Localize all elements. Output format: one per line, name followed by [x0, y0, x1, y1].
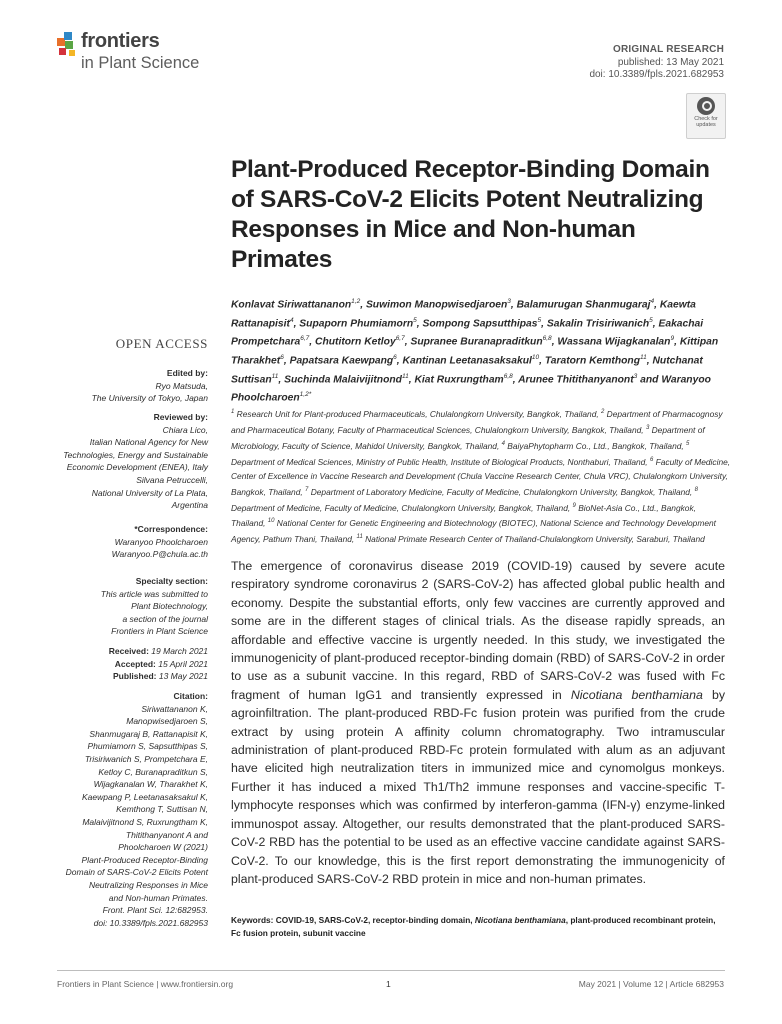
published-row	[40, 670, 208, 683]
accepted-label: Accepted:	[114, 658, 156, 669]
author-name[interactable]: Nutchanat Suttisan	[231, 355, 703, 385]
footer-volume: May 2021 | Volume 12 | Article 682953	[578, 979, 724, 989]
author-separator: ,	[309, 336, 316, 348]
specialty-heading: Specialty section:	[135, 576, 208, 586]
author-separator: ,	[404, 336, 411, 348]
specialty-lines	[40, 588, 208, 638]
affiliation-number: 5	[686, 440, 690, 447]
reviewed-by-line: Silvana Petruccelli,	[136, 474, 208, 485]
citation-line: Trisiriwanich S, Prompetchara E,	[84, 753, 208, 764]
affiliation-number: 8	[694, 486, 698, 493]
author-name[interactable]: Wassana Wijagkanalan	[557, 336, 671, 348]
affiliation-number: 10	[267, 518, 275, 525]
article-doi[interactable]: doi: 10.3389/fpls.2021.682953	[589, 69, 724, 80]
citation-line: Kemthong T, Suttisan N,	[116, 804, 208, 815]
author-affiliation-ref: 6,8	[542, 335, 552, 343]
specialty-line: This article was submitted to	[100, 588, 208, 599]
published-label: Published:	[113, 671, 157, 682]
citation-line: doi: 10.3389/fpls.2021.682953	[93, 917, 208, 928]
brand-name: frontiers	[81, 30, 160, 52]
author-separator: ,	[408, 373, 415, 385]
received-row	[40, 645, 208, 658]
author-separator: ,	[293, 318, 300, 330]
article-type: ORIGINAL RESEARCH	[612, 44, 724, 55]
author-affiliation-ref: 4	[650, 298, 655, 305]
affiliation-text: BaiyaPhytopharm Co., Ltd., Bangkok, Thailand,	[504, 440, 687, 451]
affiliation-number: 3	[645, 424, 650, 431]
abstract-species: Nicotiana benthamiana	[570, 687, 703, 702]
citation-line: Plant-Produced Receptor-Binding	[81, 854, 208, 865]
author-separator: ,	[652, 318, 659, 330]
author-affiliation-ref: 5	[537, 316, 542, 324]
author-separator: ,	[283, 355, 290, 367]
author-affiliation-ref: 9	[670, 335, 675, 343]
author-affiliation-ref: 6,7	[395, 335, 405, 343]
author-separator: ,	[510, 299, 517, 311]
author-affiliation-ref: 4	[289, 316, 294, 324]
citation-line: Kaewpang P, Leetanasaksakul K,	[81, 791, 208, 802]
article-title: Plant-Produced Receptor-Binding Domain of SARS-CoV-2 Elicits Potent Neutralizing Responses in Mice and Non-human Primates	[231, 156, 710, 273]
author-separator: ,	[674, 336, 680, 348]
abstract-part-2: by agroinfiltration. The plant-produced RBD-Fc fusion protein was purified from the crude extract by using protein A affinity column chromatography. Two intramuscular administration of plant-produced RBD-Fc protein formulated with alum as an adjuvant have elicited high neutralization titers in immunized mice and cynomolgus monkeys. Further it has induced a mixed Th1/Th2 immune responses and vaccine-specific T-lymphocyte responses which was confirmed by interferon-gamma (IFN-γ) enzyme-linked immunospot assay. Altogether, our results demonstrated that the plant-produced SARS-CoV-2 RBD has the potential to be used as an effective vaccine candidate against SARS-CoV-2. To our knowledge, this is the first report demonstrating the immunogenicity of plant-produced SARS-CoV-2 RBD protein in mice and non-human primates.	[231, 687, 726, 886]
keywords	[231, 914, 725, 939]
author-affiliation-ref: 6,8	[503, 372, 513, 380]
edited-by-heading: Edited by:	[166, 368, 208, 378]
author-separator: ,	[541, 318, 547, 330]
author-affiliation-ref: 11	[640, 353, 647, 361]
specialty-section	[40, 575, 208, 638]
received-label: Received:	[108, 646, 149, 656]
check-for-updates-badge[interactable]	[686, 93, 726, 139]
author-name[interactable]: Kantinan Leetanasaksakul	[402, 355, 532, 367]
citation-line: Malaivijitnond S, Ruxrungtham K,	[82, 816, 208, 827]
frontiers-logo-icon	[57, 32, 79, 58]
author-affiliation-ref: 1,2*	[299, 391, 312, 399]
author-name[interactable]: Suchinda Malaivijitnond	[284, 373, 402, 385]
check-label-2: updates	[696, 122, 716, 128]
author-affiliation-ref: 10	[531, 353, 540, 361]
affiliation-number: 11	[356, 534, 363, 541]
open-access-label: OPEN ACCESS	[115, 336, 208, 351]
accepted-date: 15 April 2021	[158, 658, 208, 669]
edited-by-section	[40, 367, 208, 405]
affiliation-text: Department of Medicine, Faculty of Medicine, Chulalongkorn University, Bangkok, Thailand,	[231, 502, 573, 513]
abstract	[231, 557, 725, 888]
citation-section	[40, 690, 208, 929]
specialty-line: Plant Biotechnology,	[131, 601, 208, 612]
reviewed-by-line: National University of La Plata,	[91, 487, 208, 498]
author-list	[231, 294, 731, 406]
journal-logo[interactable]	[57, 30, 227, 80]
published-date: published: 13 May 2021	[617, 56, 724, 68]
author-affiliation-ref: 6	[393, 353, 397, 361]
author-name[interactable]: Konlavat Siriwattananon	[231, 299, 352, 311]
reviewed-by-line: Italian National Agency for New	[89, 437, 208, 448]
correspondence-line[interactable]: Waranyoo.P@chula.ac.th	[111, 549, 208, 560]
citation-lines	[40, 703, 208, 930]
author-name[interactable]: Supranee Buranapraditkun	[410, 336, 543, 348]
author-name[interactable]: Balamurugan Shanmugaraj	[516, 299, 651, 311]
author-name[interactable]: Kittipan Tharakhet	[231, 336, 719, 367]
article-meta	[589, 44, 724, 82]
author-separator: ,	[360, 299, 366, 311]
author-name[interactable]: Sompong Sapsutthipas	[422, 318, 538, 330]
keywords-part-2: , plant-produced recombinant protein, Fc fusion protein, subunit vaccine	[231, 915, 716, 938]
author-name[interactable]: Chutitorn Ketloy	[315, 336, 396, 348]
author-separator: ,	[654, 299, 660, 311]
author-affiliation-ref: 11	[271, 372, 279, 380]
reviewer-lines	[40, 424, 208, 512]
abstract-part-1: The emergence of coronavirus disease 2019 (COVID-19) caused by severe acute respiratory syndrome coronavirus 2 (SARS-CoV-2) has affected global public health and economy. Despite the substantial efforts, only few vaccines are currently approved and some are in the different stages of clinical trials. As the disease rapidly spreads, an affordable and effective vaccine is urgently needed. In this study, we investigated the immunogenicity of plant-produced receptor-binding domain (RBD) of SARS-CoV-2 in order to use as a subunit vaccine. In this regard, RBD of SARS-CoV-2 was fused with Fc fragment of human IgG1 and transiently expressed in	[231, 559, 725, 702]
check-label-1: Check for	[694, 116, 718, 122]
author-separator: ,	[512, 373, 519, 385]
edited-by-line: Ryo Matsuda,	[155, 380, 208, 391]
author-name[interactable]: Supaporn Phumiamorn	[299, 318, 414, 330]
affiliation-text: Department of Medical Sciences, Ministry of Public Health, Institute of Biological Products, Nonthaburi, Thailand,	[231, 456, 650, 467]
footer-journal-link[interactable]: Frontiers in Plant Science | www.frontiersin.org	[57, 979, 234, 989]
keywords-part-1: COVID-19, SARS-CoV-2, receptor-binding domain,	[275, 915, 475, 925]
author-affiliation-ref: 5	[413, 316, 417, 324]
citation-line: Thitithanyanont A and	[125, 829, 208, 840]
accepted-row	[40, 658, 208, 671]
dates-section	[40, 645, 208, 683]
affiliation-number: 6	[649, 456, 654, 463]
affiliation-text: Department of Pharmacognosy and Pharmaceutical Botany, Faculty of Pharmaceutical Sciences, Chulalongkorn University, Bangkok, Thailand,	[231, 408, 723, 435]
affiliation-number: 1	[231, 409, 235, 415]
author-separator: ,	[551, 336, 558, 348]
affiliation-text: National Center for Genetic Engineering and Biotechnology (BIOTEC), National Science and Technology Development Agency, Pathum Thani, Thailand,	[231, 518, 716, 545]
author-name[interactable]: Taratorn Kemthong	[544, 355, 640, 367]
author-separator: ,	[646, 355, 653, 367]
affiliation-text: Research Unit for Plant-produced Pharmaceuticals, Chulalongkorn University, Bangkok, Thailand,	[234, 408, 602, 419]
author-affiliation-ref: 1,2	[351, 298, 361, 305]
citation-line: Wijagkanalan W, Tharakhet K,	[93, 779, 208, 790]
citation-line: Phoolcharoen W (2021)	[118, 842, 208, 853]
author-name[interactable]: Sakalin Trisiriwanich	[546, 318, 650, 330]
author-separator: ,	[416, 318, 423, 330]
check-updates-icon	[697, 97, 715, 115]
edited-by-line: The University of Tokyo, Japan	[91, 393, 208, 404]
author-separator: ,	[396, 355, 403, 367]
correspondence-line: Waranyoo Phoolcharoen	[114, 536, 208, 547]
editor-lines	[40, 380, 208, 405]
reviewed-by-line: Technologies, Energy and Sustainable	[63, 449, 208, 460]
citation-line: and Non-human Primates.	[108, 892, 208, 903]
author-separator: and	[637, 373, 662, 385]
citation-line: Ketloy C, Buranapraditkun S,	[98, 766, 208, 777]
affiliation-text: National Primate Research Center of Thailand-Chulalongkorn University, Saraburi, Thailand	[362, 534, 705, 545]
citation-line: Siriwattananon K,	[141, 703, 208, 714]
reviewed-by-section	[40, 411, 208, 512]
affiliation-list	[231, 405, 731, 546]
citation-line: Shanmugaraj B, Rattanapisit K,	[89, 728, 208, 739]
author-separator: ,	[539, 355, 545, 367]
author-affiliation-ref: 11	[401, 372, 409, 380]
author-affiliation-ref: 5	[649, 316, 653, 324]
affiliation-text: Department of Microbiology, Faculty of Science, Mahidol University, Bangkok, Thailand,	[231, 424, 705, 451]
affiliation-text: Faculty of Medicine, Center of Excellence in Vaccine Research and Development (Chula Vaccine Research Center, Chula VRC), Chulalongkorn University, Bangkok, Thailand,	[231, 456, 731, 497]
affiliation-number: 7	[305, 486, 309, 493]
affiliation-number: 9	[572, 502, 576, 509]
affiliation-number: 4	[501, 440, 505, 447]
correspondence-lines	[40, 536, 208, 561]
author-name[interactable]: Eakachai Prompetchara	[231, 318, 704, 348]
citation-line: Manopwisedjaroen S,	[126, 716, 208, 727]
citation-line: Phumiamorn S, Sapsutthipas S,	[87, 741, 208, 752]
reviewed-by-line: Economic Development (ENEA), Italy	[66, 462, 208, 473]
author-name[interactable]: Papatsara Kaewpang	[289, 355, 394, 367]
citation-heading: Citation:	[173, 691, 208, 701]
citation-line: Domain of SARS-CoV-2 Elicits Potent	[65, 867, 208, 878]
citation-line: Front. Plant Sci. 12:682953.	[102, 905, 208, 916]
author-name[interactable]: Kaewta Rattanapisit	[231, 299, 696, 330]
specialty-line: Frontiers in Plant Science	[111, 626, 208, 637]
reviewed-by-line: Chiara Lico,	[162, 424, 208, 435]
author-affiliation-ref: 6,7	[300, 335, 310, 343]
keywords-label: Keywords:	[231, 915, 274, 925]
author-affiliation-ref: 6	[280, 353, 284, 361]
citation-line: Neutralizing Responses in Mice	[88, 879, 208, 890]
author-name[interactable]: Suwimon Manopwisedjaroen	[365, 299, 508, 311]
correspondence-heading: *Correspondence:	[134, 524, 208, 534]
specialty-line: a section of the journal	[122, 613, 208, 624]
page-number: 1	[386, 979, 391, 989]
journal-name: in Plant Science	[81, 54, 200, 72]
correspondence-section	[40, 523, 208, 561]
reviewed-by-line: Argentina	[171, 500, 208, 511]
author-name[interactable]: Arunee Thitithanyanont	[518, 373, 634, 385]
affiliation-text: Department of Laboratory Medicine, Faculty of Medicine, Chulalongkorn University, Bangkok, Thailand,	[308, 486, 695, 497]
reviewed-by-heading: Reviewed by:	[153, 412, 208, 422]
footer-divider	[57, 970, 725, 971]
author-affiliation-ref: 3	[507, 298, 511, 305]
author-separator: ,	[278, 373, 285, 385]
keywords-species: Nicotiana benthamiana	[474, 915, 566, 925]
author-name[interactable]: Kiat Ruxrungtham	[414, 373, 504, 385]
received-date: 19 March 2021	[151, 646, 208, 656]
affiliation-text: BioNet-Asia Co., Ltd., Bangkok, Thailand,	[231, 502, 696, 529]
author-name[interactable]: Waranyoo Phoolcharoen	[231, 373, 711, 404]
published-date-side: 13 May 2021	[158, 671, 208, 682]
affiliation-number: 2	[601, 409, 605, 415]
author-affiliation-ref: 3	[633, 372, 638, 380]
